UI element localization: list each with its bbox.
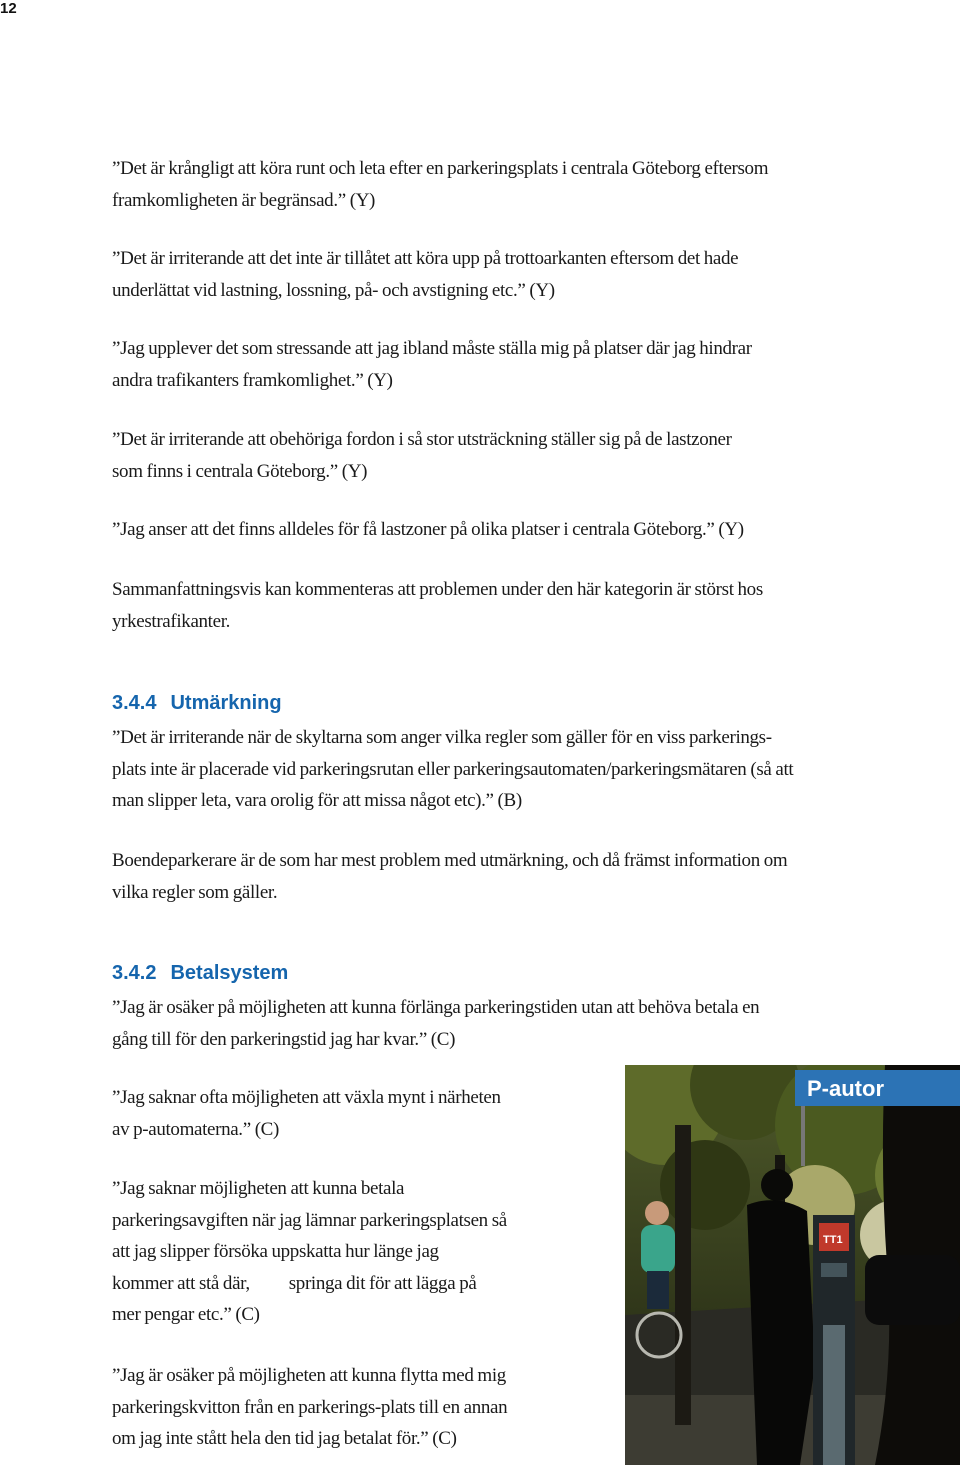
quote-paragraph — [112, 1360, 612, 1455]
street-photo-illustration — [625, 1065, 960, 1465]
meter-label: TT1 — [823, 1234, 843, 1246]
text-line: mer pengar etc.” (C) — [112, 1304, 260, 1325]
text-line: ”Jag saknar ofta möjligheten att växla mynt i närheten — [112, 1087, 501, 1108]
section-title: Betalsystem — [170, 962, 289, 984]
text-line: Sammanfattningsvis kan kommenteras att problemen under den här kategorin är störst hos — [112, 579, 763, 600]
text-line: ”Det är krångligt att köra runt och leta efter en parkeringsplats i centrala Göteborg eftersom — [112, 158, 769, 179]
text-line: kommer att stå där, springa dit för att lägga på — [112, 1272, 477, 1294]
section-title: Utmärkning — [170, 692, 282, 714]
parked-car — [865, 1255, 960, 1325]
text-line: ”Jag är osäker på möjligheten att kunna förlänga parkeringstiden utan att behöva betala en — [112, 997, 760, 1018]
text-line: man slipper leta, vara orolig för att missa något etc).” (B) — [112, 790, 522, 811]
quote-paragraph — [112, 243, 958, 306]
text-line: yrkestrafikanter. — [112, 610, 231, 632]
quote-paragraph — [112, 424, 958, 487]
quote-paragraph — [112, 514, 958, 546]
text-line: om jag inte stått hela den tid jag betalat för.” (C) — [112, 1428, 457, 1449]
text-line: som finns i centrala Göteborg.” (Y) — [112, 460, 368, 482]
text-line: ”Det är irriterande när de skyltarna som anger vilka regler som gäller för en viss parkerings- — [112, 727, 772, 748]
quote-paragraph — [112, 1173, 612, 1331]
quote-paragraph — [112, 333, 958, 396]
quote-paragraph — [112, 1082, 612, 1145]
text-line: ”Det är irriterande att det inte är tillåtet att köra upp på trottoarkanten eftersom det hade — [112, 248, 739, 269]
summary-paragraph — [112, 845, 958, 908]
quote-paragraph — [112, 992, 958, 1055]
text-line: andra trafikanters framkomlighet.” (Y) — [112, 369, 393, 391]
text-line: ”Jag saknar möjligheten att kunna betala — [112, 1178, 405, 1199]
person-silhouette — [747, 1169, 815, 1465]
text-line: underlättat vid lastning, lossning, på- och avstigning etc.” (Y) — [112, 279, 555, 301]
text-line: av p-automaterna.” (C) — [112, 1118, 279, 1140]
text-line: ”Jag är osäker på möjligheten att kunna flytta med mig — [112, 1365, 506, 1386]
text-line: gång till för den parkeringstid jag har kvar.” (C) — [112, 1028, 456, 1050]
quote-paragraph — [112, 722, 958, 817]
text-line: parkeringskvitton från en parkerings-plats till en annan — [112, 1396, 508, 1418]
page-number: 12 — [0, 0, 17, 17]
text-line: Boendeparkerare är de som har mest problem med utmärkning, och då främst information om — [112, 850, 788, 871]
parking-meter — [813, 1215, 855, 1465]
text-line: ”Jag upplever det som stressande att jag ibland måste ställa mig på platser där jag hindrar — [112, 338, 752, 359]
text-line: att jag slipper försöka uppskatta hur länge jag — [112, 1241, 439, 1262]
street-photo — [625, 1065, 960, 1465]
section-number: 3.4.2 — [112, 962, 157, 984]
text-line: parkeringsavgiften när jag lämnar parkeringsplatsen så — [112, 1209, 507, 1231]
section-heading-betalsystem — [112, 962, 288, 985]
text-line: ”Jag anser att det finns alldeles för få lastzoner på olika platser i centrala Göteborg.” (Y) — [112, 519, 744, 540]
summary-paragraph — [112, 574, 958, 637]
quote-paragraph — [112, 153, 958, 216]
text-line: framkomligheten är begränsad.” (Y) — [112, 189, 376, 211]
section-number: 3.4.4 — [112, 692, 157, 714]
text-line: plats inte är placerade vid parkeringsrutan eller parkeringsautomaten/parkeringsmätaren (så att — [112, 758, 794, 780]
sign-text: P-autor — [807, 1076, 884, 1101]
text-line: vilka regler som gäller. — [112, 881, 278, 903]
text-line: ”Det är irriterande att obehöriga fordon i så stor utsträckning ställer sig på de lastzoner — [112, 429, 732, 450]
section-heading-utmarkning — [112, 692, 282, 715]
